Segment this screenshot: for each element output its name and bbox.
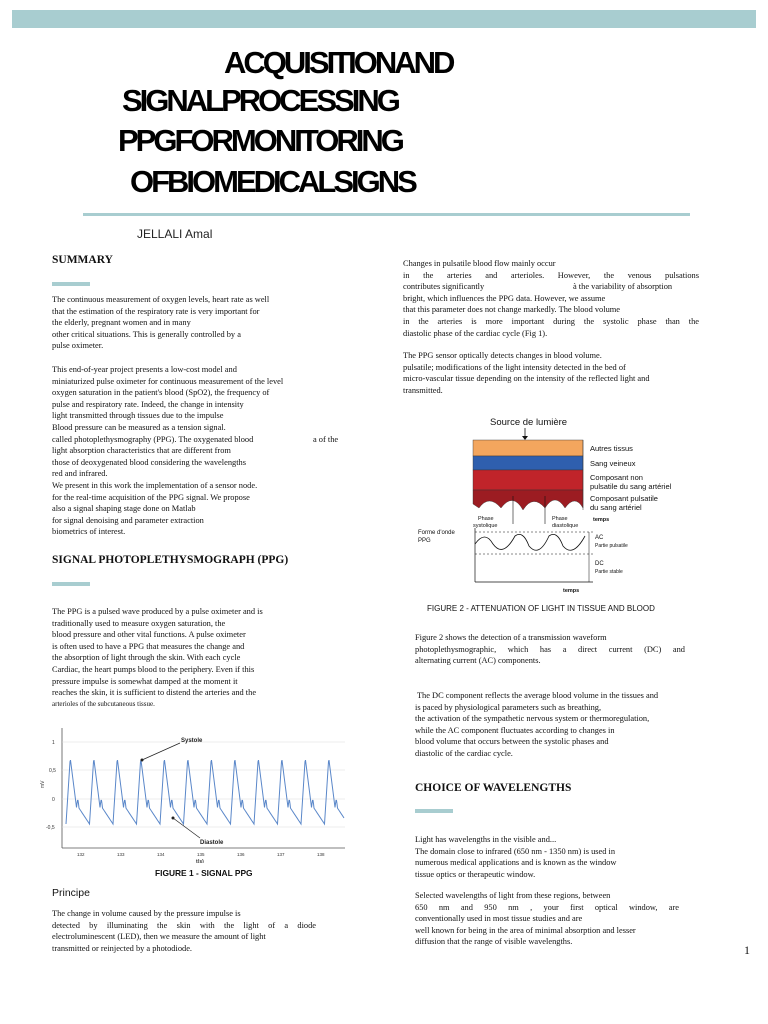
wavelengths-accent [415,809,453,813]
text-line: red and infrared. [52,469,108,479]
venous-blood-label: Sang veineux [590,459,636,468]
pulsatile-label: Composant pulsatile [590,494,658,503]
pulsatile-label-2: du sang artériel [590,503,642,512]
title-line-2: SIGNALPROCESSING [122,83,398,118]
text-line: The PPG is a pulsed wave produced by a pulse oximeter and is [52,607,263,616]
text-line: light transmitted through tissues due to the impulse [52,411,224,421]
systolic-phase-label: Phase [478,516,494,522]
ac-label: AC [595,535,604,541]
text-line: 650 nm and 950 nm , your first optical window, are [415,902,679,912]
figure-1-caption: FIGURE 1 - SIGNAL PPG [155,868,253,878]
text-line: traditionally used to measure oxygen saturation, the [52,618,226,628]
x-tick-label: 133 [117,852,125,857]
y-tick-label: 0 [52,797,55,803]
text-line: contributes significantly [403,282,485,292]
wavelengths-para-1 [415,834,679,880]
text-line: tissue optics or therapeutic window. [415,869,536,879]
text-line: transmitted. [403,385,443,395]
text-line: The continuous measurement of oxygen levels, heart rate as well [52,295,270,304]
text-line: diastolic of the cardiac cycle. [415,748,513,758]
light-source-label: Source de lumière [490,417,568,428]
summary-accent [52,282,90,286]
text-line: the absorption of light through the skin. With each cycle [52,653,241,663]
figure-2-attenuation-diagram [415,412,715,597]
text-line: Selected wavelengths of light from these regions, between [415,891,611,900]
text-line: oxygen saturation in the patient's blood (SpO2), the frequency of [52,388,270,398]
diastolic-phase-label-2: diastolique [552,523,579,529]
right-intro-para-2 [403,350,699,396]
text-line: photoplethysmographic, which has a direct current (DC) and [415,644,685,654]
ppg-accent [52,582,90,586]
text-line: is often used to have a PPG that measures the change and [52,641,245,651]
page-number: 1 [744,943,750,957]
y-axis-label: mV [40,780,46,788]
author-name: JELLALI Amal [137,227,213,241]
text-line: electroluminescent (LED), then we measure the amount of light [52,932,266,942]
text-line: Changes in pulsatile blood flow mainly occur [403,259,556,268]
text-line: transmitted or reinjected by a photodiode. [52,943,193,953]
title-rule [83,213,690,216]
waveform-label-2: PPG [418,538,431,544]
principe-para [52,908,316,954]
systole-label: Systole [181,738,203,744]
text-line: that the estimation of the respiratory rate is very important for [52,306,260,316]
text-line: conventionally used in most tissue studies and are [415,914,583,924]
figure-2-para-2 [415,690,687,760]
text-line: bright, which influences the PPG data. However, we assume [403,293,606,303]
text-line: pulse and respiratory rate. Indeed, the change in intensity [52,399,244,409]
diastole-marker [172,817,175,820]
text-line: Cardiac, the heart pumps blood to the periphery. Even if this [52,664,255,674]
text-line: Figure 2 shows the detection of a transmission waveform [415,633,607,642]
other-tissue-layer [473,440,583,456]
title-line-1: ACQUISITIONAND [224,45,453,80]
x-tick-label: 134 [157,852,165,857]
x-tick-label: 135 [197,852,205,857]
summary-para-1 [52,294,307,352]
y-tick-label: 1 [52,740,55,746]
text-line: pulsatile; modifications of the light intensity detected in the bed of [403,362,626,372]
text-line: is paced by physiological parameters such as breathing, [415,702,602,712]
light-arrowhead [522,436,528,440]
diastolic-phase-label: Phase [552,516,568,522]
text-line: also a signal shaping stage done on Matlab [52,504,196,514]
text-line: The change in volume caused by the pressure impulse is [52,909,241,918]
text-line: while the AC component fluctuates according to changes in [415,725,615,735]
text-line: pressure impulse is somewhat damped at the moment it [52,676,238,686]
text-line: light absorption characteristics that are different from [52,446,231,456]
text-line: those of deoxygenated blood considering the wavelengths [52,457,246,467]
text-line: detected by illuminating the skin with the light of a diode [52,920,316,930]
text-line: for the real-time acquisition of the PPG signal. We propose [52,492,250,502]
diastole-label: Diastole [200,840,224,846]
figure-2-para-1 [415,632,685,667]
text-line: numerous medical applications and is known as the window [415,858,617,868]
figure-2-caption: FIGURE 2 - ATTENUATION OF LIGHT IN TISSUE AND BLOOD [427,604,655,613]
text-line: diastolic phase of the cardiac cycle (Fig 1). [403,328,548,338]
y-tick-label: -0,5 [46,825,55,831]
text-line: other critical situations. This is generally controlled by a [52,329,241,339]
x-tick-label: 136 [237,852,245,857]
pulsatile-layer [473,490,583,510]
dc-label: DC [595,561,604,567]
x-axis-label: t(s) [196,859,204,863]
text-line: reaches the skin, it is sufficient to distend the arteries and the [52,688,257,698]
text-line: biometrics of interest. [52,527,126,537]
systolic-phase-label-2: systolique [473,523,498,529]
systole-marker [141,759,144,762]
text-line: well known for being in the area of minimal absorption and lesser [415,925,636,935]
text-line: This end-of-year project presents a low-cost model and [52,365,237,374]
text-line: that this parameter does not change markedly. The blood volume [403,305,620,315]
title-line-4: OFBIOMEDICALSIGNS [130,164,415,199]
text-line: called photoplethysmography (PPG). The oxygenated blood [52,434,254,444]
header-band [12,10,756,28]
non-pulsatile-label-2: pulsatile du sang artériel [590,482,672,491]
venous-blood-layer [473,456,583,470]
dc-sublabel: Partie stable [595,569,623,575]
text-line: pulse oximeter. [52,341,104,351]
y-tick-label: 0,5 [49,768,56,774]
text-line: Light has wavelengths in the visible and... [415,835,557,844]
non-pulsatile-layer [473,470,583,490]
ac-sublabel: Partie pulsatile [595,543,628,549]
text-line: miniaturized pulse oximeter for continuous measurement of the level [52,376,284,386]
text-line: arterioles of the subcutaneous tissue. [52,699,155,708]
principe-heading: Principe [52,887,90,899]
ppg-para [52,606,312,710]
ppg-waveform-trace [475,534,585,550]
x-tick-label: 137 [277,852,285,857]
text-line: The domain close to infrared (650 nm - 1350 nm) is used in [415,846,616,856]
text-line: in the arteries and arterioles. However, the venous pulsations [403,270,699,280]
text-line: diffusion that the range of visible wavelengths. [415,937,573,947]
right-intro-para-1 [403,258,699,339]
x-tick-label: 132 [77,852,85,857]
waveform-label: Forme d'onde [418,530,455,536]
text-line: The PPG sensor optically detects changes in blood volume. [403,351,602,360]
summary-heading: SUMMARY [52,254,113,266]
text-line: Blood pressure can be measured as a tension signal. [52,422,226,432]
non-pulsatile-label: Composant non [590,473,643,482]
text-line: blood volume that occurs between the systolic phases and [415,737,609,747]
text-line: the elderly, pregnant women and in many [52,318,191,328]
wavelengths-heading: CHOICE OF WAVELENGTHS [415,782,572,794]
time-label-bottom: temps [563,588,580,594]
text-line: the activation of the sympathetic nervous system or thermoregulation, [415,714,650,724]
text-line: The DC component reflects the average blood volume in the tissues and [415,691,659,700]
figure-1-ppg-plot [40,718,350,863]
text-line: for signal denoising and parameter extraction [52,515,204,525]
right-intro-fragment: à the variability of absorption [573,282,673,291]
text-line: blood pressure and other vital functions. A pulse oximeter [52,630,246,640]
text-line: alternating current (AC) components. [415,656,541,666]
x-tick-label: 138 [317,852,325,857]
text-line: We present in this work the implementation of a sensor node. [52,480,258,490]
ppg-heading: SIGNAL PHOTOPLETHYSMOGRAPH (PPG) [52,554,289,566]
floating-fragment: a of the [313,435,339,444]
wavelengths-para-2 [415,890,679,948]
text-line: in the arteries is more important during the systolic phase than the [403,316,699,326]
summary-para-2 [52,364,312,538]
title-line-3: PPGFORMONITORING [118,123,402,158]
text-line: micro-vascular tissue depending on the intensity of the reflected light and [403,374,650,384]
other-tissue-label: Autres tissus [590,444,633,453]
time-label-top: temps [593,517,610,523]
